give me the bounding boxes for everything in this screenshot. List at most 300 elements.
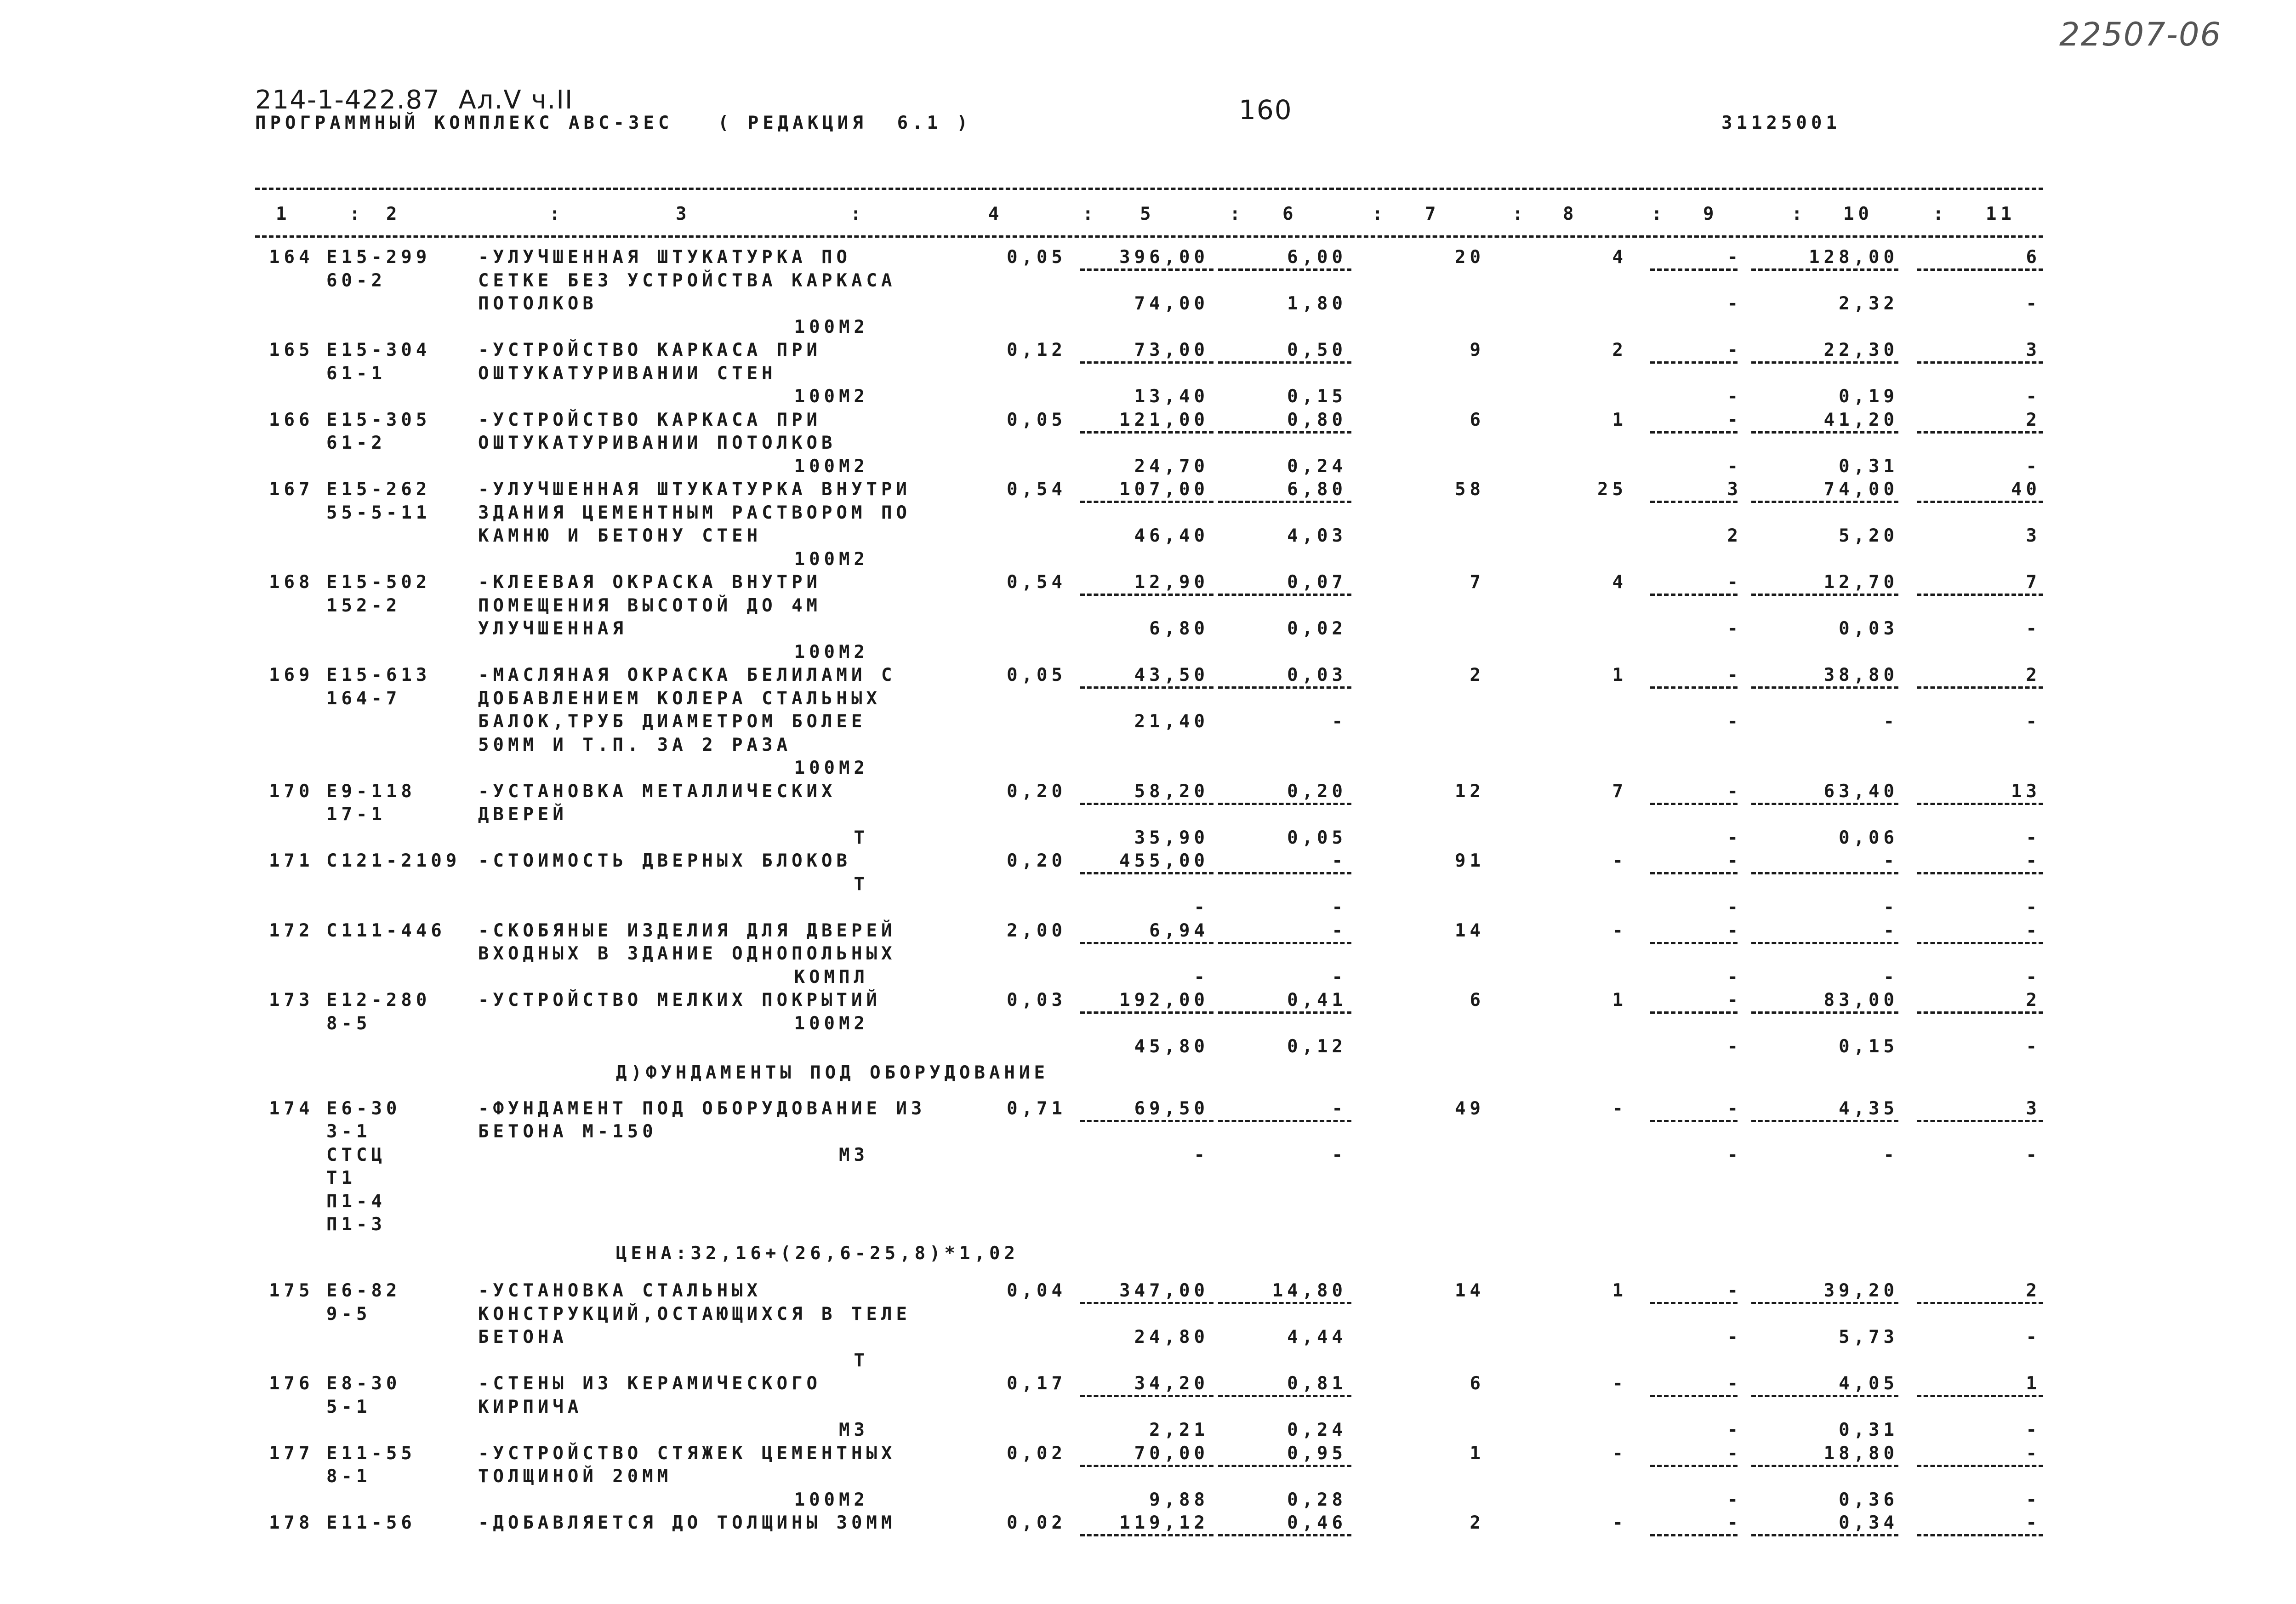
cell-col-11: - — [2026, 711, 2041, 732]
cell-col-7: 91 — [1455, 851, 1485, 871]
price-formula: ЦЕНА:32,16+(26,6-25,8)*1,02 — [616, 1243, 1019, 1264]
cell-col-6: 0,46 — [1287, 1513, 1347, 1534]
subtotal-rule — [1751, 594, 1898, 596]
subtotal-rule — [1751, 268, 1898, 271]
cell-col-1: 174 — [269, 1098, 314, 1119]
column-header-7: 7 — [1425, 204, 1440, 224]
subtotal-rule — [1218, 594, 1351, 596]
cell-col-4: 0,02 — [1007, 1443, 1066, 1464]
subtotal-rule — [1751, 1011, 1898, 1014]
cell-col-1: 178 — [269, 1513, 314, 1534]
cell-col-5: 2,21 — [1149, 1420, 1209, 1441]
subtotal-rule — [1218, 1465, 1351, 1467]
cell-col-6: - — [1332, 897, 1347, 918]
cell-col-10: 12,70 — [1823, 572, 1898, 593]
cell-col-5: 58,20 — [1134, 781, 1209, 802]
subtotal-rule — [1650, 1011, 1738, 1014]
cell-col-8: - — [1612, 920, 1627, 941]
subtotal-rule — [1917, 942, 2043, 944]
cell-col-6: 0,15 — [1287, 386, 1347, 407]
cell-col-2: Е6-30 — [326, 1098, 401, 1119]
cell-col-5: 70,00 — [1134, 1443, 1209, 1464]
cell-col-2: 9-5 — [326, 1303, 371, 1324]
cell-col-11: 2 — [2026, 409, 2041, 430]
cell-col-10: 5,73 — [1839, 1327, 1898, 1348]
cell-col-5: 35,90 — [1134, 827, 1209, 848]
cell-col-11: - — [2026, 827, 2041, 848]
subtotal-rule — [1080, 942, 1214, 944]
cell-col-6: 0,24 — [1287, 456, 1347, 477]
cell-col-3: БЕТОНА — [478, 1327, 568, 1348]
subtotal-rule — [1218, 1395, 1351, 1397]
column-header-5: 5 — [1140, 204, 1155, 224]
cell-col-11: - — [2026, 618, 2041, 639]
page-number: 160 — [1239, 94, 1293, 126]
column-separator: : — [1082, 204, 1098, 224]
column-separator: : — [1372, 204, 1387, 224]
cell-col-8: - — [1612, 1513, 1627, 1534]
cell-col-2: Е15-299 — [326, 247, 431, 268]
subtotal-rule — [1218, 501, 1351, 503]
subtotal-rule — [1650, 594, 1738, 596]
cell-col-2: Е11-55 — [326, 1443, 416, 1464]
cell-col-11: 2 — [2026, 990, 2041, 1010]
cell-col-3: КИРПИЧА — [478, 1396, 583, 1417]
cell-col-6: 14,80 — [1272, 1280, 1347, 1301]
cell-col-8: 1 — [1612, 665, 1627, 685]
cell-col-5: 45,80 — [1134, 1036, 1209, 1057]
cell-col-7: 7 — [1470, 572, 1485, 593]
cell-col-3: -ДОБАВЛЯЕТСЯ ДО ТОЛЩИНЫ 30ММ — [478, 1513, 896, 1534]
cell-col-2: Е8-30 — [326, 1373, 401, 1394]
subtotal-rule — [1218, 361, 1351, 364]
cell-col-9: - — [1727, 340, 1742, 360]
subtotal-rule — [1650, 1534, 1738, 1536]
cell-col-8: - — [1612, 851, 1627, 871]
subtotal-rule — [1080, 1534, 1214, 1536]
cell-col-5: 24,80 — [1134, 1327, 1209, 1348]
cell-col-6: 4,03 — [1287, 525, 1347, 546]
subtotal-rule — [1080, 872, 1214, 874]
subtotal-rule — [1917, 594, 2043, 596]
table-top-rule — [255, 188, 2043, 190]
cell-col-11: - — [2026, 966, 2041, 988]
subtotal-rule — [1917, 803, 2043, 805]
section-title: Д)ФУНДАМЕНТЫ ПОД ОБОРУДОВАНИЕ — [616, 1062, 1049, 1083]
cell-col-6: - — [1332, 1098, 1347, 1119]
cell-col-2: Е15-305 — [326, 409, 431, 430]
cell-col-1: 166 — [269, 409, 314, 430]
cell-col-7: 2 — [1470, 1513, 1485, 1534]
column-separator: : — [349, 204, 365, 224]
cell-col-6: 0,20 — [1287, 781, 1347, 802]
cell-col-9: 3 — [1727, 479, 1742, 500]
cell-col-3: ЗДАНИЯ ЦЕМЕНТНЫМ РАСТВОРОМ ПО — [478, 502, 911, 523]
cell-col-11: 3 — [2026, 525, 2041, 546]
cell-col-6: - — [1332, 920, 1347, 941]
cell-col-3: ОШТУКАТУРИВАНИИ ПОТОЛКОВ — [478, 433, 837, 453]
cell-col-3: -УЛУЧШЕННАЯ ШТУКАТУРКА ПО — [478, 247, 851, 268]
cell-col-11: 6 — [2026, 247, 2041, 268]
cell-col-2: Е11-56 — [326, 1513, 416, 1534]
cell-col-6: 0,81 — [1287, 1373, 1347, 1394]
cell-col-5: 396,00 — [1119, 247, 1209, 268]
cell-col-6: - — [1332, 966, 1347, 988]
subtotal-rule — [1650, 1465, 1738, 1467]
cell-col-9: - — [1727, 1513, 1742, 1534]
cell-col-2: 5-1 — [326, 1396, 371, 1417]
cell-col-4: 0,54 — [1007, 479, 1066, 500]
cell-col-3: 100М2 — [794, 386, 869, 407]
cell-col-2: 61-2 — [326, 433, 386, 453]
cell-col-8: - — [1612, 1098, 1627, 1119]
cell-col-2: 60-2 — [326, 270, 386, 291]
cell-col-11: - — [2026, 1420, 2041, 1441]
cell-col-2: Е9-118 — [326, 781, 416, 802]
cell-col-3: 100М2 — [794, 548, 869, 570]
cell-col-4: 0,05 — [1007, 247, 1066, 268]
cell-col-9: - — [1727, 966, 1742, 988]
cell-col-5: 46,40 — [1134, 525, 1209, 546]
cell-col-8: - — [1612, 1443, 1627, 1464]
subtotal-rule — [1917, 1465, 2043, 1467]
cell-col-9: - — [1727, 572, 1742, 593]
subtotal-rule — [1751, 1302, 1898, 1304]
subtotal-rule — [1917, 1395, 2043, 1397]
subtotal-rule — [1218, 1120, 1351, 1122]
cell-col-3: -МАСЛЯНАЯ ОКРАСКА БЕЛИЛАМИ С — [478, 665, 896, 685]
subtotal-rule — [1917, 268, 2043, 271]
cell-col-11: 13 — [2011, 781, 2041, 802]
cell-col-7: 49 — [1455, 1098, 1485, 1119]
cell-col-3: ПОТОЛКОВ — [478, 293, 598, 314]
subtotal-rule — [1751, 872, 1898, 874]
cell-col-3: -УСТАНОВКА МЕТАЛЛИЧЕСКИХ — [478, 781, 837, 802]
cell-col-9: - — [1727, 897, 1742, 918]
subtotal-rule — [1080, 1395, 1214, 1397]
column-header-row — [0, 205, 2296, 228]
cell-col-2: Т1 — [326, 1168, 356, 1189]
subtotal-rule — [1218, 1302, 1351, 1304]
cell-col-5: 12,90 — [1134, 572, 1209, 593]
cell-col-5: 73,00 — [1134, 340, 1209, 360]
cell-col-10: 4,05 — [1839, 1373, 1898, 1394]
cell-col-11: - — [2026, 1489, 2041, 1510]
cell-col-11: - — [2026, 456, 2041, 477]
cell-col-5: 69,50 — [1134, 1098, 1209, 1119]
cell-col-6: 0,41 — [1287, 990, 1347, 1010]
subtotal-rule — [1218, 268, 1351, 271]
subtotal-rule — [1650, 268, 1738, 271]
cell-col-10: 0,36 — [1839, 1489, 1898, 1510]
cell-col-1: 176 — [269, 1373, 314, 1394]
cell-col-3: -УСТРОЙСТВО КАРКАСА ПРИ — [478, 340, 822, 360]
cell-col-5: - — [1194, 1144, 1209, 1165]
cell-col-9: - — [1727, 711, 1742, 732]
subtotal-rule — [1650, 686, 1738, 689]
cell-col-10: 38,80 — [1823, 665, 1898, 685]
cell-col-5: 192,00 — [1119, 990, 1209, 1010]
cell-col-7: 12 — [1455, 781, 1485, 802]
cell-col-9: - — [1727, 618, 1742, 639]
cell-col-4: 0,20 — [1007, 851, 1066, 871]
table-header-rule — [255, 235, 2043, 238]
cell-col-10: - — [1883, 920, 1898, 941]
cell-col-3: М3 — [839, 1420, 869, 1441]
cell-col-3: -УСТАНОВКА СТАЛЬНЫХ — [478, 1280, 762, 1301]
cell-col-5: 74,00 — [1134, 293, 1209, 314]
cell-col-2: 55-5-11 — [326, 502, 431, 523]
cell-col-8: 1 — [1612, 1280, 1627, 1301]
cell-col-3: КАМНЮ И БЕТОНУ СТЕН — [478, 525, 762, 546]
cell-col-9: - — [1727, 1327, 1742, 1348]
document-code: 214-1-422.87 Ал.V ч.II — [255, 85, 574, 115]
cell-col-9: - — [1727, 665, 1742, 685]
cell-col-3: -СТЕНЫ ИЗ КЕРАМИЧЕСКОГО — [478, 1373, 822, 1394]
cell-col-3: -СКОБЯНЫЕ ИЗДЕЛИЯ ДЛЯ ДВЕРЕЙ — [478, 920, 896, 941]
cell-col-5: 21,40 — [1134, 711, 1209, 732]
subtotal-rule — [1917, 431, 2043, 434]
cell-col-3: ОШТУКАТУРИВАНИИ СТЕН — [478, 363, 777, 384]
subtotal-rule — [1650, 431, 1738, 434]
cell-col-9: - — [1727, 1489, 1742, 1510]
cell-col-9: - — [1727, 1373, 1742, 1394]
cell-col-3: 100М2 — [794, 456, 869, 477]
subtotal-rule — [1080, 501, 1214, 503]
cell-col-9: - — [1727, 293, 1742, 314]
cell-col-3: КОНСТРУКЦИЙ,ОСТАЮЩИХСЯ В ТЕЛЕ — [478, 1303, 911, 1324]
cell-col-10: 83,00 — [1823, 990, 1898, 1010]
subtotal-rule — [1650, 1395, 1738, 1397]
subtotal-rule — [1751, 1465, 1898, 1467]
cell-col-2: СТСЦ — [326, 1144, 386, 1165]
column-header-8: 8 — [1563, 204, 1578, 224]
subtotal-rule — [1080, 268, 1214, 271]
cell-col-4: 0,05 — [1007, 409, 1066, 430]
cell-col-10: 4,35 — [1839, 1098, 1898, 1119]
cell-col-3: ДОБАВЛЕНИЕМ КОЛЕРА СТАЛЬНЫХ — [478, 688, 881, 709]
cell-col-3: 100М2 — [794, 316, 869, 337]
cell-col-6: - — [1332, 711, 1347, 732]
cell-col-3: -СТОИМОСТЬ ДВЕРНЫХ БЛОКОВ — [478, 851, 851, 871]
subtotal-rule — [1917, 1120, 2043, 1122]
cell-col-9: - — [1727, 1280, 1742, 1301]
cell-col-11: - — [2026, 1443, 2041, 1464]
column-header-9: 9 — [1703, 204, 1718, 224]
cell-col-11: - — [2026, 1144, 2041, 1165]
cell-col-8: 1 — [1612, 990, 1627, 1010]
column-header-2: 2 — [386, 204, 401, 224]
cell-col-7: 2 — [1470, 665, 1485, 685]
cell-col-5: 9,88 — [1149, 1489, 1209, 1510]
subtotal-rule — [1218, 686, 1351, 689]
cell-col-3: -УЛУЧШЕННАЯ ШТУКАТУРКА ВНУТРИ — [478, 479, 911, 500]
subtotal-rule — [1917, 501, 2043, 503]
cell-col-10: 0,31 — [1839, 456, 1898, 477]
cell-col-10: 2,32 — [1839, 293, 1898, 314]
cell-col-1: 172 — [269, 920, 314, 941]
cell-col-3: 100М2 — [794, 1013, 869, 1034]
cell-col-11: - — [2026, 920, 2041, 941]
cell-col-6: 0,24 — [1287, 1420, 1347, 1441]
cell-col-3: -ФУНДАМЕНТ ПОД ОБОРУДОВАНИЕ ИЗ — [478, 1098, 926, 1119]
cell-col-9: - — [1727, 781, 1742, 802]
cell-col-3: 100М2 — [794, 1489, 869, 1510]
cell-col-4: 0,12 — [1007, 340, 1066, 360]
subtotal-rule — [1751, 1395, 1898, 1397]
subtotal-rule — [1080, 686, 1214, 689]
cell-col-6: 0,12 — [1287, 1036, 1347, 1057]
document-number: 31125001 — [1721, 113, 1841, 133]
cell-col-6: 6,80 — [1287, 479, 1347, 500]
subtotal-rule — [1650, 803, 1738, 805]
cell-col-1: 169 — [269, 665, 314, 685]
cell-col-10: 0,15 — [1839, 1036, 1898, 1057]
cell-col-2: 152-2 — [326, 595, 401, 616]
cell-col-8: 4 — [1612, 247, 1627, 268]
cell-col-10: 0,03 — [1839, 618, 1898, 639]
column-header-11: 11 — [1986, 204, 2016, 224]
cell-col-3: ПОМЕЩЕНИЯ ВЫСОТОЙ ДО 4М — [478, 595, 822, 616]
cell-col-5: 24,70 — [1134, 456, 1209, 477]
cell-col-10: - — [1883, 711, 1898, 732]
cell-col-2: 17-1 — [326, 804, 386, 825]
cell-col-10: 5,20 — [1839, 525, 1898, 546]
cell-col-2: 8-1 — [326, 1466, 371, 1487]
subtotal-rule — [1218, 1011, 1351, 1014]
cell-col-2: Е15-502 — [326, 572, 431, 593]
cell-col-7: 14 — [1455, 1280, 1485, 1301]
program-title: ПРОГРАММНЫЙ КОМПЛЕКС АВС-3ЕС ( РЕДАКЦИЯ 6.1 ) — [255, 113, 972, 133]
subtotal-rule — [1650, 872, 1738, 874]
cell-col-11: - — [2026, 1327, 2041, 1348]
cell-col-2: 61-1 — [326, 363, 386, 384]
cell-col-8: 25 — [1597, 479, 1627, 500]
cell-col-3: КОМПЛ — [794, 966, 869, 988]
subtotal-rule — [1650, 1302, 1738, 1304]
cell-col-11: 2 — [2026, 1280, 2041, 1301]
archive-stamp: 22507-06 — [2059, 16, 2222, 53]
cell-col-10: - — [1883, 851, 1898, 871]
cell-col-5: - — [1194, 966, 1209, 988]
subtotal-rule — [1218, 803, 1351, 805]
cell-col-2: С111-446 — [326, 920, 446, 941]
cell-col-10: 128,00 — [1809, 247, 1898, 268]
cell-col-5: 43,50 — [1134, 665, 1209, 685]
cell-col-6: 4,44 — [1287, 1327, 1347, 1348]
column-header-1: 1 — [276, 204, 291, 224]
cell-col-2: 3-1 — [326, 1121, 371, 1142]
subtotal-rule — [1751, 942, 1898, 944]
subtotal-rule — [1080, 1302, 1214, 1304]
cell-col-8: 7 — [1612, 781, 1627, 802]
subtotal-rule — [1080, 431, 1214, 434]
cell-col-11: 1 — [2026, 1373, 2041, 1394]
cell-col-3: -УСТРОЙСТВО МЕЛКИХ ПОКРЫТИЙ — [478, 990, 881, 1010]
cell-col-2: П1-3 — [326, 1214, 386, 1235]
subtotal-rule — [1650, 942, 1738, 944]
cell-col-10: 22,30 — [1823, 340, 1898, 360]
cell-col-4: 0,05 — [1007, 665, 1066, 685]
cell-col-2: 8-5 — [326, 1013, 371, 1034]
cell-col-2: С121-2109 — [326, 851, 461, 871]
cell-col-9: - — [1727, 409, 1742, 430]
column-separator: : — [549, 204, 564, 224]
cell-col-3: Т — [854, 827, 869, 848]
cell-col-11: - — [2026, 851, 2041, 871]
cell-col-5: 119,12 — [1119, 1513, 1209, 1534]
cell-col-10: 41,20 — [1823, 409, 1898, 430]
subtotal-rule — [1218, 1534, 1351, 1536]
cell-col-1: 177 — [269, 1443, 314, 1464]
cell-col-6: 1,80 — [1287, 293, 1347, 314]
cell-col-4: 0,04 — [1007, 1280, 1066, 1301]
cell-col-3: БЕТОНА М-150 — [478, 1121, 657, 1142]
column-header-3: 3 — [676, 204, 691, 224]
cell-col-11: 3 — [2026, 1098, 2041, 1119]
cell-col-10: 63,40 — [1823, 781, 1898, 802]
cell-col-9: - — [1727, 827, 1742, 848]
cell-col-6: 0,80 — [1287, 409, 1347, 430]
cell-col-10: - — [1883, 966, 1898, 988]
cell-col-11: - — [2026, 293, 2041, 314]
cell-col-8: - — [1612, 1373, 1627, 1394]
cell-col-11: 3 — [2026, 340, 2041, 360]
cell-col-4: 0,03 — [1007, 990, 1066, 1010]
subtotal-rule — [1751, 501, 1898, 503]
cell-col-7: 6 — [1470, 1373, 1485, 1394]
cell-col-9: - — [1727, 1443, 1742, 1464]
cell-col-7: 1 — [1470, 1443, 1485, 1464]
cell-col-7: 6 — [1470, 990, 1485, 1010]
cell-col-3: Т — [854, 1350, 869, 1371]
cell-col-3: М3 — [839, 1144, 869, 1165]
cell-col-1: 168 — [269, 572, 314, 593]
cell-col-5: 121,00 — [1119, 409, 1209, 430]
column-header-10: 10 — [1843, 204, 1873, 224]
cell-col-6: - — [1332, 1144, 1347, 1165]
cell-col-1: 165 — [269, 340, 314, 360]
subtotal-rule — [1218, 872, 1351, 874]
cell-col-10: 0,34 — [1839, 1513, 1898, 1534]
cell-col-10: 0,06 — [1839, 827, 1898, 848]
cell-col-3: БАЛОК,ТРУБ ДИАМЕТРОМ БОЛЕЕ — [478, 711, 866, 732]
cell-col-8: 4 — [1612, 572, 1627, 593]
subtotal-rule — [1080, 594, 1214, 596]
subtotal-rule — [1751, 431, 1898, 434]
cell-col-10: - — [1883, 1144, 1898, 1165]
cell-col-10: 0,31 — [1839, 1420, 1898, 1441]
cell-col-2: Е15-613 — [326, 665, 431, 685]
cell-col-5: 13,40 — [1134, 386, 1209, 407]
cell-col-1: 167 — [269, 479, 314, 500]
cell-col-10: - — [1883, 897, 1898, 918]
cell-col-9: - — [1727, 920, 1742, 941]
cell-col-10: 74,00 — [1823, 479, 1898, 500]
column-separator: : — [1791, 204, 1806, 224]
subtotal-rule — [1917, 1011, 2043, 1014]
cell-col-5: 455,00 — [1119, 851, 1209, 871]
cell-col-8: 1 — [1612, 409, 1627, 430]
cell-col-3: -УСТРОЙСТВО КАРКАСА ПРИ — [478, 409, 822, 430]
column-separator: : — [850, 204, 866, 224]
subtotal-rule — [1917, 361, 2043, 364]
subtotal-rule — [1080, 803, 1214, 805]
cell-col-5: 107,00 — [1119, 479, 1209, 500]
subtotal-rule — [1218, 942, 1351, 944]
cell-col-11: - — [2026, 386, 2041, 407]
cell-col-6: 0,50 — [1287, 340, 1347, 360]
